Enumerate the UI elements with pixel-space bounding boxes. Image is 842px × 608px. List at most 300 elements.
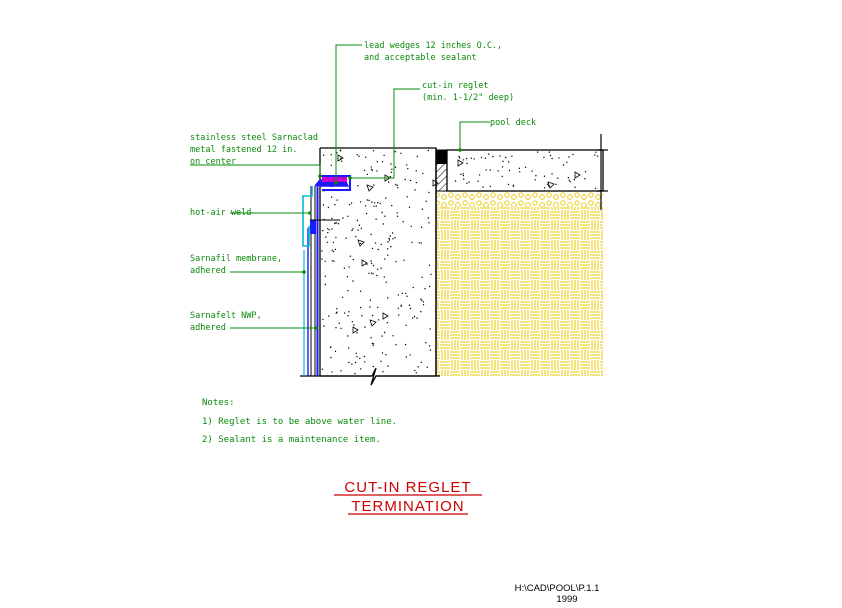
stipple-dot — [368, 200, 369, 201]
stipple-dot — [427, 367, 428, 368]
stipple-dot — [423, 301, 424, 302]
note-1: 1) Reglet is to be above water line. — [202, 417, 398, 427]
soil-backfill — [436, 206, 603, 376]
stipple-dot — [509, 170, 510, 171]
stipple-dot — [357, 220, 358, 221]
stipple-dot — [376, 205, 377, 206]
stipple-dot — [370, 300, 371, 301]
label-lead-wedges: lead wedges 12 inches O.C., — [364, 41, 503, 51]
stipple-dot — [384, 332, 385, 333]
stipple-dot — [549, 151, 550, 152]
stipple-dot — [336, 312, 337, 313]
stipple-dot — [345, 238, 346, 239]
stipple-dot — [378, 319, 379, 320]
stipple-dot — [356, 356, 357, 357]
stipple-dot — [490, 186, 491, 187]
stipple-dot — [331, 165, 332, 166]
stipple-dot — [566, 162, 567, 163]
stipple-dot — [389, 239, 390, 240]
stipple-dot — [331, 218, 332, 219]
stipple-dot — [395, 167, 396, 168]
stipple-dot — [420, 298, 421, 299]
joint-sealant — [436, 150, 447, 164]
stipple-dot — [381, 212, 382, 213]
stipple-dot — [373, 366, 374, 367]
stipple-dot — [531, 170, 532, 171]
stipple-dot — [375, 242, 376, 243]
stipple-dot — [352, 280, 353, 281]
label-pool-deck: pool deck — [490, 118, 537, 128]
stipple-dot — [368, 273, 369, 274]
stipple-dot — [334, 223, 335, 224]
stipple-dot — [422, 173, 423, 174]
stipple-dot — [351, 364, 352, 365]
stipple-dot — [406, 296, 407, 297]
stipple-dot — [348, 347, 349, 348]
stipple-dot — [353, 259, 354, 260]
stipple-dot — [420, 311, 421, 312]
stipple-dot — [333, 251, 334, 252]
stipple-dot — [585, 171, 586, 172]
stipple-dot — [468, 182, 469, 183]
label-stainless-3: on center — [190, 157, 237, 167]
label-hot-air-weld: hot-air weld — [190, 208, 252, 218]
label-membrane: Sarnafil membrane, — [190, 254, 283, 264]
stipple-dot — [400, 305, 401, 306]
stipple-dot — [373, 265, 374, 266]
stipple-dot — [330, 347, 331, 348]
stipple-dot — [359, 225, 360, 226]
stipple-dot — [376, 275, 377, 276]
stipple-dot — [410, 308, 411, 309]
stipple-dot — [376, 170, 377, 171]
stipple-dot — [380, 361, 381, 362]
stipple-dot — [458, 156, 459, 157]
stipple-dot — [466, 183, 467, 184]
stipple-dot — [349, 266, 350, 267]
stipple-dot — [322, 369, 323, 370]
stipple-dot — [430, 274, 431, 275]
stipple-dot — [391, 172, 392, 173]
stipple-dot — [332, 260, 333, 261]
stipple-dot — [351, 202, 352, 203]
stipple-dot — [354, 373, 355, 374]
stipple-dot — [349, 204, 350, 205]
stipple-dot — [364, 356, 365, 357]
stipple-dot — [321, 250, 322, 251]
stipple-dot — [511, 156, 512, 157]
stipple-dot — [535, 175, 536, 176]
stipple-dot — [337, 199, 338, 200]
stipple-dot — [482, 186, 483, 187]
stipple-dot — [425, 342, 426, 343]
stipple-dot — [422, 209, 423, 210]
stipple-dot — [325, 284, 326, 285]
stipple-dot — [369, 306, 370, 307]
stipple-dot — [544, 187, 545, 188]
stipple-dot — [392, 232, 393, 233]
label-lead-wedges-2: and acceptable sealant — [364, 53, 477, 63]
stipple-dot — [508, 184, 509, 185]
stipple-dot — [502, 161, 503, 162]
stipple-dot — [387, 248, 388, 249]
stipple-dot — [325, 261, 326, 262]
stipple-dot — [397, 187, 398, 188]
stipple-dot — [391, 169, 392, 170]
stipple-dot — [356, 332, 357, 333]
stipple-dot — [358, 156, 359, 157]
stipple-dot — [353, 324, 354, 325]
stipple-dot — [323, 155, 324, 156]
gravel-bed — [436, 191, 603, 207]
stipple-dot — [347, 335, 348, 336]
stipple-dot — [335, 249, 336, 250]
stipple-dot — [390, 235, 391, 236]
stipple-dot — [463, 159, 464, 160]
stipple-dot — [398, 314, 399, 315]
stipple-dot — [387, 241, 388, 242]
stipple-dot — [430, 328, 431, 329]
stipple-dot — [348, 311, 349, 312]
stipple-dot — [392, 335, 393, 336]
stipple-dot — [416, 182, 417, 183]
stipple-dot — [544, 176, 545, 177]
file-path: H:\CAD\POOL\P.1.1 — [514, 583, 600, 594]
notes-heading: Notes: — [202, 398, 235, 408]
stipple-dot — [395, 184, 396, 185]
stipple-dot — [572, 154, 573, 155]
stipple-dot — [386, 282, 387, 283]
stipple-dot — [336, 222, 337, 223]
stipple-dot — [428, 217, 429, 218]
stipple-dot — [378, 249, 379, 250]
label-sarnafelt: Sarnafelt NWP, — [190, 311, 262, 321]
stipple-dot — [370, 260, 371, 261]
stipple-dot — [365, 205, 366, 206]
stipple-dot — [421, 300, 422, 301]
stipple-dot — [382, 371, 383, 372]
stipple-dot — [563, 164, 564, 165]
stipple-dot — [460, 174, 461, 175]
stipple-dot — [356, 353, 357, 354]
stipple-dot — [499, 155, 500, 156]
stipple-dot — [387, 365, 388, 366]
stipple-dot — [502, 176, 503, 177]
stipple-dot — [336, 308, 337, 309]
stipple-dot — [334, 204, 335, 205]
stipple-dot — [414, 316, 415, 317]
stipple-dot — [409, 305, 410, 306]
stipple-dot — [402, 293, 403, 294]
stipple-dot — [333, 261, 334, 262]
stipple-dot — [412, 317, 413, 318]
stipple-dot — [367, 199, 368, 200]
stipple-dot — [403, 260, 404, 261]
stipple-dot — [372, 343, 373, 344]
stipple-dot — [574, 179, 575, 180]
stipple-dot — [395, 344, 396, 345]
stipple-dot — [340, 328, 341, 329]
stipple-dot — [361, 315, 362, 316]
stipple-dot — [321, 258, 322, 259]
stipple-dot — [360, 307, 361, 308]
stipple-dot — [328, 207, 329, 208]
stipple-dot — [373, 184, 374, 185]
stipple-dot — [387, 297, 388, 298]
stipple-dot — [372, 345, 373, 346]
stipple-dot — [358, 229, 359, 230]
stipple-dot — [348, 362, 349, 363]
stipple-dot — [477, 181, 478, 182]
stipple-dot — [384, 216, 385, 217]
stipple-dot — [519, 168, 520, 169]
stipple-dot — [397, 185, 398, 186]
stipple-dot — [361, 228, 362, 229]
stipple-dot — [535, 179, 536, 180]
stipple-dot — [335, 327, 336, 328]
stipple-dot — [352, 321, 353, 322]
stipple-dot — [357, 185, 358, 186]
stipple-dot — [421, 227, 422, 228]
stipple-dot — [351, 230, 352, 231]
label-stainless: stainless steel Sarnaclad — [190, 133, 318, 143]
stipple-dot — [347, 315, 348, 316]
stipple-dot — [407, 196, 408, 197]
stipple-dot — [372, 273, 373, 274]
stipple-dot — [409, 207, 410, 208]
stipple-dot — [405, 325, 406, 326]
stipple-dot — [421, 242, 422, 243]
stipple-dot — [419, 242, 420, 243]
stipple-dot — [597, 156, 598, 157]
stipple-dot — [335, 351, 336, 352]
stipple-dot — [374, 202, 375, 203]
stipple-dot — [373, 150, 374, 151]
stipple-dot — [331, 197, 332, 198]
stipple-dot — [570, 181, 571, 182]
stipple-dot — [481, 157, 482, 158]
stipple-dot — [332, 250, 333, 251]
stipple-dot — [359, 358, 360, 359]
stipple-dot — [341, 161, 342, 162]
stipple-dot — [398, 294, 399, 295]
stipple-dot — [486, 169, 487, 170]
stipple-dot — [513, 185, 514, 186]
stipple-dot — [360, 243, 361, 244]
stipple-dot — [325, 236, 326, 237]
stipple-dot — [385, 198, 386, 199]
stipple-dot — [357, 154, 358, 155]
stipple-dot — [364, 361, 365, 362]
stipple-dot — [322, 319, 323, 320]
stipple-dot — [331, 228, 332, 229]
stipple-dot — [405, 344, 406, 345]
stipple-dot — [383, 223, 384, 224]
stipple-dot — [375, 219, 376, 220]
stipple-dot — [525, 167, 526, 168]
stipple-dot — [323, 204, 324, 205]
stipple-dot — [360, 368, 361, 369]
stipple-dot — [424, 288, 425, 289]
stipple-dot — [388, 181, 389, 182]
note-2: 2) Sealant is a maintenance item. — [202, 435, 381, 445]
stipple-dot — [413, 287, 414, 288]
stipple-dot — [347, 216, 348, 217]
stipple-dot — [411, 226, 412, 227]
stipple-dot — [455, 180, 456, 181]
stipple-dot — [327, 242, 328, 243]
stipple-dot — [407, 168, 408, 169]
stipple-dot — [555, 184, 556, 185]
title-line-2: TERMINATION — [351, 498, 465, 515]
stipple-dot — [479, 174, 480, 175]
stipple-dot — [416, 372, 417, 373]
stipple-dot — [403, 221, 404, 222]
stipple-dot — [502, 166, 503, 167]
stipple-dot — [519, 171, 520, 172]
stipple-dot — [382, 352, 383, 353]
stipple-dot — [373, 343, 374, 344]
stipple-dot — [428, 192, 429, 193]
stipple-dot — [384, 258, 385, 259]
stipple-dot — [423, 304, 424, 305]
stipple-dot — [331, 371, 332, 372]
stipple-dot — [463, 175, 464, 176]
stipple-dot — [364, 170, 365, 171]
stipple-dot — [381, 244, 382, 245]
stipple-dot — [395, 151, 396, 152]
stipple-dot — [394, 237, 395, 238]
stipple-dot — [387, 254, 388, 255]
stipple-dot — [350, 256, 351, 257]
stipple-dot — [370, 337, 371, 338]
stipple-dot — [411, 242, 412, 243]
stipple-dot — [471, 158, 472, 159]
stipple-dot — [325, 276, 326, 277]
stipple-dot — [336, 152, 337, 153]
stipple-dot — [594, 154, 595, 155]
stipple-dot — [371, 263, 372, 264]
stipple-dot — [551, 173, 552, 174]
stipple-dot — [322, 230, 323, 231]
stipple-dot — [488, 153, 489, 154]
stipple-dot — [372, 248, 373, 249]
stipple-dot — [385, 354, 386, 355]
stipple-dot — [364, 326, 365, 327]
stipple-dot — [388, 238, 389, 239]
label-cut-in-reglet-2: (min. 1-1/2" deep) — [422, 93, 515, 103]
stipple-dot — [397, 212, 398, 213]
stipple-dot — [365, 157, 366, 158]
stipple-dot — [558, 157, 559, 158]
stipple-dot — [508, 161, 509, 162]
stipple-dot — [382, 335, 383, 336]
stipple-dot — [387, 322, 388, 323]
stipple-dot — [405, 179, 406, 180]
stipple-dot — [595, 188, 596, 189]
stipple-dot — [355, 236, 356, 237]
stipple-dot — [426, 201, 427, 202]
stipple-dot — [371, 234, 372, 235]
stipple-dot — [410, 180, 411, 181]
stipple-dot — [390, 246, 391, 247]
label-membrane-2: adhered — [190, 266, 226, 276]
stipple-dot — [360, 291, 361, 292]
stipple-dot — [463, 173, 464, 174]
stipple-dot — [395, 261, 396, 262]
stipple-dot — [429, 345, 430, 346]
stipple-dot — [414, 370, 415, 371]
stipple-dot — [421, 362, 422, 363]
stipple-dot — [373, 206, 374, 207]
stipple-dot — [569, 180, 570, 181]
stipple-dot — [405, 293, 406, 294]
stipple-dot — [557, 177, 558, 178]
stipple-dot — [367, 174, 368, 175]
stipple-dot — [355, 362, 356, 363]
drawing-year: 1999 — [556, 594, 578, 605]
stipple-dot — [371, 166, 372, 167]
stipple-dot — [397, 216, 398, 217]
stipple-dot — [584, 178, 585, 179]
stipple-dot — [383, 155, 384, 156]
stipple-dot — [429, 265, 430, 266]
stipple-dot — [466, 158, 467, 159]
stipple-dot — [371, 201, 372, 202]
stipple-dot — [377, 202, 378, 203]
stipple-dot — [428, 222, 429, 223]
stipple-dot — [323, 325, 324, 326]
stipple-dot — [428, 150, 429, 151]
stipple-dot — [380, 267, 381, 268]
stipple-dot — [421, 277, 422, 278]
stipple-dot — [330, 357, 331, 358]
stipple-dot — [340, 150, 341, 151]
stipple-dot — [390, 163, 391, 164]
stipple-dot — [391, 205, 392, 206]
stipple-dot — [498, 170, 499, 171]
stipple-dot — [550, 155, 551, 156]
stipple-dot — [392, 238, 393, 239]
stipple-dot — [459, 157, 460, 158]
stipple-dot — [490, 169, 491, 170]
stipple-dot — [360, 201, 361, 202]
stipple-dot — [492, 156, 493, 157]
stipple-dot — [463, 178, 464, 179]
stipple-dot — [414, 189, 415, 190]
stipple-dot — [380, 203, 381, 204]
stipple-dot — [377, 307, 378, 308]
stipple-dot — [344, 312, 345, 313]
stipple-dot — [429, 286, 430, 287]
stipple-dot — [366, 213, 367, 214]
label-cut-in-reglet: cut-in reglet — [422, 81, 489, 91]
stipple-dot — [574, 187, 575, 188]
stipple-dot — [374, 371, 375, 372]
stipple-dot — [505, 157, 506, 158]
stipple-dot — [329, 229, 330, 230]
stipple-dot — [340, 370, 341, 371]
stipple-dot — [338, 223, 339, 224]
stipple-dot — [547, 184, 548, 185]
stipple-dot — [347, 290, 348, 291]
stipple-dot — [474, 158, 475, 159]
stipple-dot — [410, 354, 411, 355]
stipple-dot — [406, 164, 407, 165]
stipple-dot — [417, 366, 418, 367]
stipple-dot — [417, 156, 418, 157]
stipple-dot — [344, 268, 345, 269]
